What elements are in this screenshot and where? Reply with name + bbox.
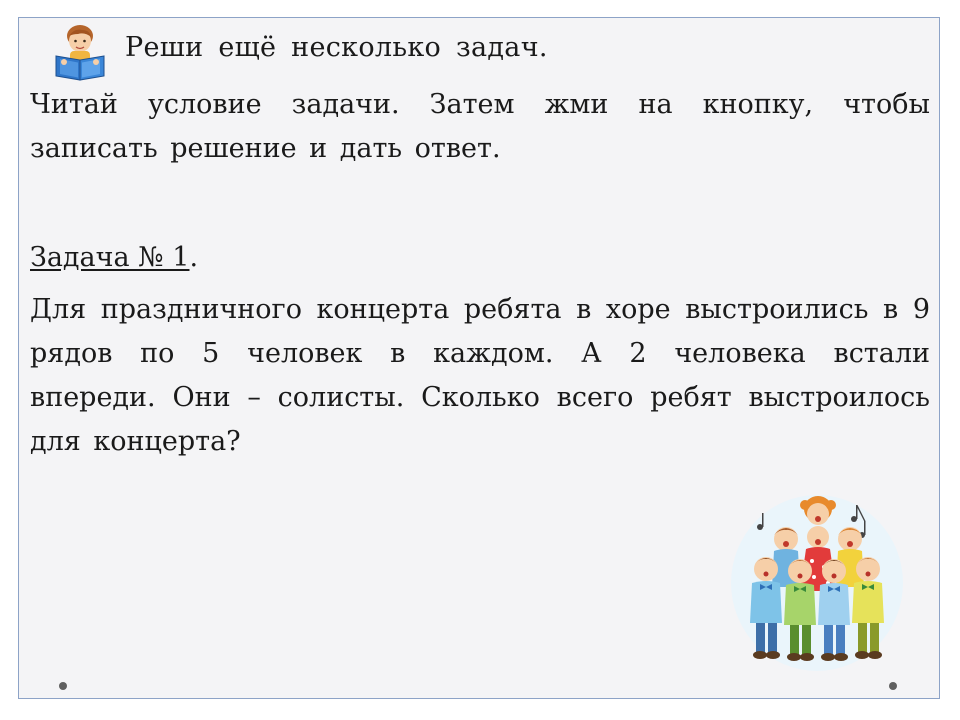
task-title	[30, 236, 198, 280]
frame-dot-right	[889, 682, 897, 690]
frame-dot-left	[59, 682, 67, 690]
instruction-text: Читай условие задачи. Затем жми на кнопку, чтобы записать решение и дать ответ.	[30, 89, 930, 164]
task-title-suffix: .	[189, 242, 199, 273]
task-title-label: Задача № 1	[30, 242, 190, 273]
task-problem-text: Для праздничного концерта ребята в хоре выстроились в 9 рядов по 5 человек в каждом. А 2 человека встали впереди. Они – солисты. Сколько всего ребят выстроилось для концерта?	[30, 294, 930, 457]
page-title: Реши ещё несколько задач.	[125, 32, 548, 63]
boy-reading-book-icon	[52, 22, 108, 82]
choir-children-illustration	[728, 487, 906, 672]
